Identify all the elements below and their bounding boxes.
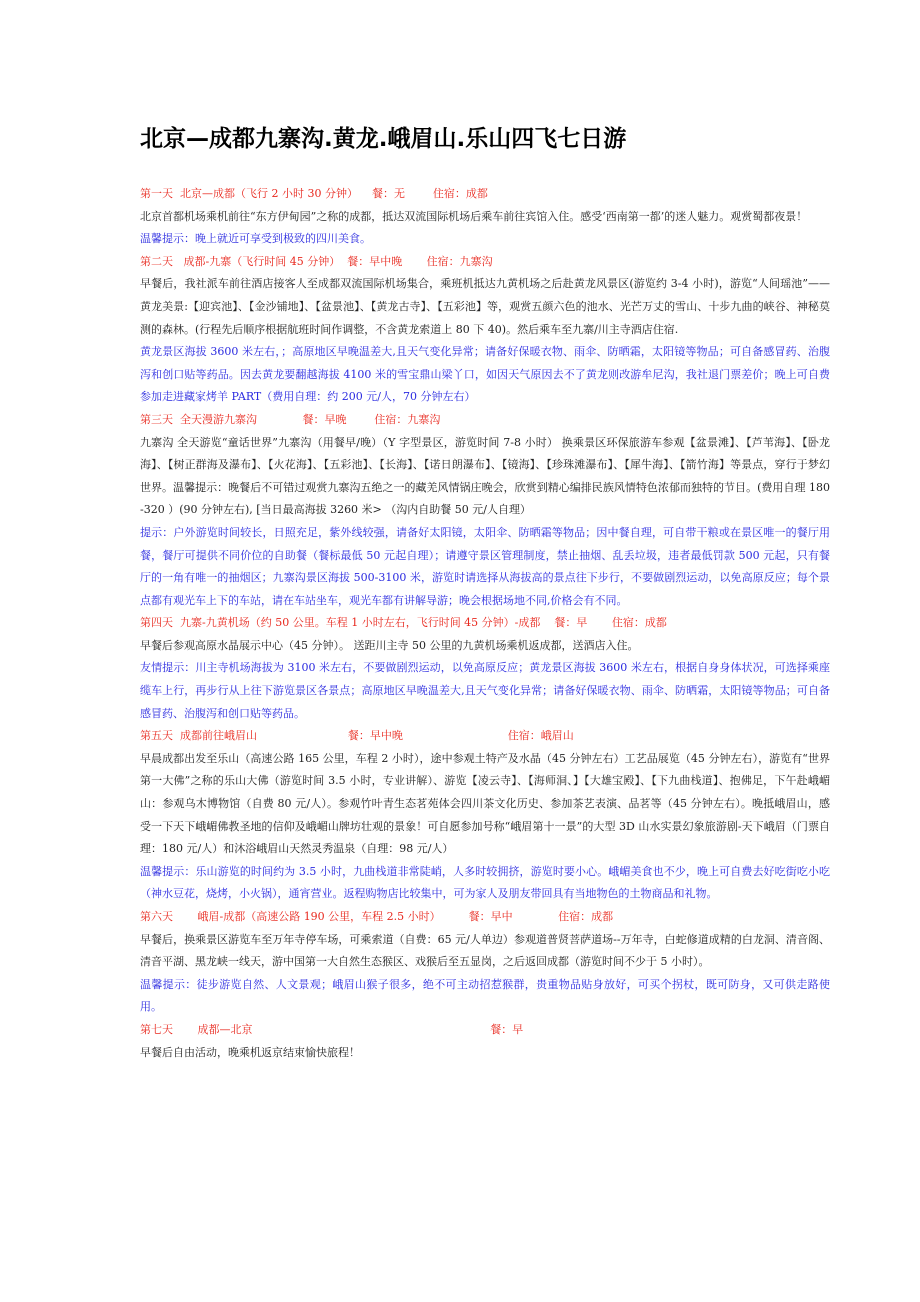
day-2-body: 早餐后，我社派车前往酒店接客人至成都双流国际机场集合，乘班机抵达九黄机场之后赴黄龙风景区(游览约 3-4 小时)，游览“人间瑶池”——黄龙美景:【迎宾池】、【金沙铺地】、【盆景池】、【黄龙古寺】、【五彩池】等，观赏五颜六色的池水、光芒万丈的雪山、十步九曲的峡谷、神秘莫测的森林。(行程先后顺序根据航班时间作调整，不含黄龙索道上 80 下 40)。然后乘车至九寨/川主寺酒店住宿. [140, 277, 830, 336]
day-5-header: 第五天 成都前往峨眉山 餐：早中晚 住宿：峨眉山 [140, 729, 574, 743]
day-6-tip: 温馨提示：徒步游览自然、人文景观；峨眉山猴子很多，绝不可主动招惹猴群，贵重物品贴身放好，可买个拐杖，既可防身，又可供走路使用。 [140, 977, 830, 1014]
day-2-header: 第二天 成都-九寨（飞行时间 45 分钟） 餐：早中晚 住宿：九寨沟 [140, 254, 493, 268]
day-4-body: 早餐后参观高原水晶展示中心（45 分钟）。 送距川主寺 50 公里的九黄机场乘机返成都，送酒店入住。 [140, 638, 639, 652]
day-3-header: 第三天 全天漫游九寨沟 餐：早晚 住宿：九寨沟 [140, 412, 441, 426]
day-4-tip: 友情提示：川主寺机场海拔为 3100 米左右，不要做剧烈运动，以免高原反应；黄龙景区海拔 3600 米左右，根据自身身体状况，可选择乘座缆车上行，再步行从上往下游览景区各景点；高原地区早晚温差大,且天气变化异常；请备好保暖衣物、雨伞、防晒霜，太阳镜等物品；可自备感冒药、治腹泻和创口贴等药品。 [140, 661, 830, 720]
day-1-header: 第一天 北京—成都（飞行 2 小时 30 分钟） 餐：无 住宿：成都 [140, 187, 488, 200]
day-3-body: 九寨沟 全天游览“童话世界”九寨沟（用餐早/晚）（Y 字型景区，游览时间 7-8 小时） 换乘景区环保旅游车参观【盆景滩】、【芦苇海】、【卧龙海】、【树正群海及瀑布】、【火花海】、【五彩池】、【长海】、【诺日朗瀑布】、【镜海】、【珍珠滩瀑布】、【犀牛海】、【箭竹海】等景点，穿行于梦幻世界。温馨提示：晚餐后不可错过观赏九寨沟五绝之一的藏羌风情锅庄晚会，欣赏到精心编排民族风情特色浓郁而独特的节目。(费用自理 180-320 ）(90 分钟左右), [当日最高海拔 3260 米> （沟内自助餐 50 元/人自理） [140, 435, 830, 517]
day-3-tip: 提示：户外游览时间较长，日照充足，紫外线较强，请备好太阳镜，太阳伞、防晒霜等物品；因中餐自理，可自带干粮或在景区唯一的餐厅用餐，餐厅可提供不同价位的自助餐（餐标最低 50 元起自理）；请遵守景区管理制度，禁止抽烟、乱丢垃圾，违者最低罚款 500 元起，只有餐厅的一角有唯一的抽烟区；九寨沟景区海拔 500-3100 米，游览时请选择从海拔高的景点往下步行，不要做剧烈运动，以免高原反应；每个景点都有观光车上下的车站，请在车站坐车，观光车都有讲解导游；晚会根据场地不同,价格会有不同。 [140, 525, 830, 607]
page-title: 北京—成都九寨沟.黄龙.峨眉山.乐山四飞七日游 [140, 126, 627, 152]
day-7-body: 早餐后自由活动，晚乘机返京结束愉快旅程！ [140, 1045, 360, 1059]
day-5-body: 早晨成都出发至乐山（高速公路 165 公里，车程 2 小时），途中参观土特产及水晶（45 分钟左右）工艺品展览（45 分钟左右），游览有“世界第一大佛”之称的乐山大佛（游览时间 3.5 小时，专业讲解）、游览【凌云寺】、【海师洞、】【大雄宝殿】、【下九曲栈道】、抱佛足，下午赴峨嵋山：参观乌木博物馆（自费 80 元/人）。参观竹叶青生态茗苑体会四川茶文化历史、参加茶艺表演、品茗等（45 分钟左右）。晚抵峨眉山，感受一下天下峨嵋佛教圣地的信仰及峨嵋山牌坊壮观的景象！可自愿参加号称“峨眉第十一景”的大型 3D 山水实景幻象旅游剧-天下峨眉（门票自理：180 元/人）和沐浴峨眉山天然灵秀温泉（自理：98 元/人） [140, 751, 830, 856]
day-5-tip: 温馨提示：乐山游览的时间约为 3.5 小时，九曲栈道非常陡峭，人多时较拥挤，游览时要小心。峨嵋美食也不少，晚上可自费去好吃街吃小吃（神水豆花，烧烤，小火锅），通宵营业。返程购物店比较集中，可为家人及朋友带回具有当地物色的土物商品和礼物。 [140, 864, 830, 901]
day-7-header: 第七天 成都—北京 餐：早 [140, 1022, 524, 1036]
day-1-tip: 温馨提示：晚上就近可享受到极致的四川美食。 [140, 232, 371, 246]
day-4-header: 第四天 九寨-九黄机场（约 50 公里。车程 1 小时左右，飞行时间 45 分钟）-成都 餐：早 住宿：成都 [140, 616, 667, 630]
day-2-tip: 黄龙景区海拔 3600 米左右，；高原地区早晚温差大,且天气变化异常；请备好保暖衣物、雨伞、防晒霜，太阳镜等物品；可自备感冒药、治腹泻和创口贴等药品。因去黄龙要翻越海拔 4100 米的雪宝鼎山梁丫口，如因天气原因去不了黄龙则改游牟尼沟，我社退门票差价；晚上可自费参加走进藏家烤羊 PART（费用自理：约 200 元/人，70 分钟左右） [140, 345, 830, 404]
itinerary-content [140, 183, 830, 1064]
day-1-body: 北京首都机场乘机前往“东方伊甸园”之称的成都，抵达双流国际机场后乘车前往宾馆入住。感受‘西南第一都’的迷人魅力。观赏蜀都夜景！ [140, 209, 808, 223]
day-6-header: 第六天 峨眉-成都（高速公路 190 公里，车程 2.5 小时） 餐：早中 住宿：成都 [140, 910, 614, 923]
day-6-body: 早餐后，换乘景区游览车至万年寺停车场，可乘索道（自费：65 元/人单边）参观道普贤菩萨道场--万年寺，白蛇修道成精的白龙洞、清音阁、清音平湖、黑龙峡一线天，游中国第一大自然生态猴区、戏猴后至五显岗，之后返回成都（游览时间不少于 5 小时）。 [140, 932, 830, 969]
